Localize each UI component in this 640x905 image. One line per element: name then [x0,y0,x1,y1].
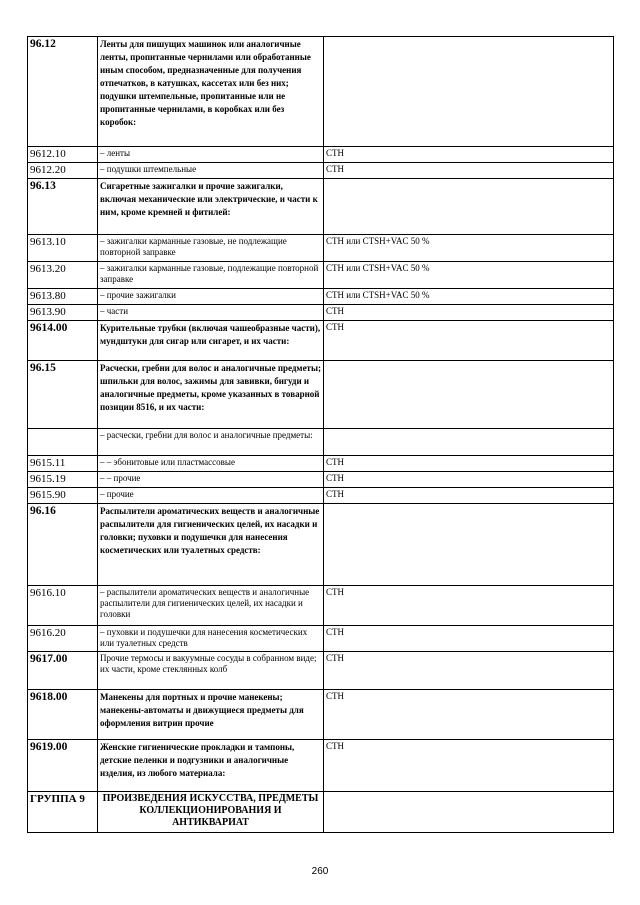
origin-criterion: СТН [324,690,614,740]
group-code: ГРУППА 9 [28,792,98,833]
origin-criterion [324,429,614,456]
table-row [28,626,614,652]
page-number: 260 [311,866,329,877]
origin-criterion: СТН или CTSH+VAC 50 % [324,235,614,262]
origin-criterion: СТН [324,652,614,690]
heading-description: Сигаретные зажигалки и прочие зажигалки, включая механические или электрические, и части к ним, кроме кремней и фитилей: [98,179,324,235]
table-row [28,586,614,626]
heading-description: Расчески, гребни для волос и аналогичные предметы; шпильки для волос, зажимы для завивки, бигуди и аналогичные предметы, кроме указанных в товарной позиции 8516, и их части: [98,361,324,429]
heading-description: Женские гигиенические прокладки и тампоны, детские пеленки и подгузники и аналогичные изделия, из любого материала: [98,740,324,792]
tariff-table [27,36,614,833]
group-title: ПРОИЗВЕДЕНИЯ ИСКУССТВА, ПРЕДМЕТЫ КОЛЛЕКЦИОНИРОВАНИЯ И АНТИКВАРИАТ [98,792,324,833]
subheading-description: – прочие зажигалки [98,289,324,305]
origin-criterion: СТН [324,586,614,626]
subheading-code: 9613.90 [28,305,98,321]
origin-criterion [324,37,614,147]
heading-description: Манекены для портных и прочие манекены; манекены-автоматы и движущиеся предметы для оформления витрин прочие [98,690,324,740]
origin-criterion: СТН [324,321,614,361]
origin-criterion: СТН [324,626,614,652]
table-row [28,792,614,833]
table-row [28,163,614,179]
heading-description: Прочие термосы и вакуумные сосуды в собранном виде; их части, кроме стеклянных колб [98,652,324,690]
table-row [28,147,614,163]
heading-code: 96.15 [28,361,98,429]
subheading-code: 9615.19 [28,472,98,488]
subheading-code [28,429,98,456]
origin-criterion: СТН [324,472,614,488]
origin-criterion: СТН или CTSH+VAC 50 % [324,262,614,289]
origin-criterion: СТН или CTSH+VAC 50 % [324,289,614,305]
origin-criterion: СТН [324,163,614,179]
heading-code: 96.12 [28,37,98,147]
table-row [28,37,614,147]
subheading-code: 9616.20 [28,626,98,652]
subheading-code: 9615.90 [28,488,98,504]
table-row [28,289,614,305]
heading-description: Курительные трубки (включая чашеобразные части), мундштуки для сигар или сигарет, и их части: [98,321,324,361]
origin-criterion [324,792,614,833]
table-row [28,740,614,792]
table-row [28,472,614,488]
origin-criterion [324,361,614,429]
subheading-description: – пуховки и подушечки для нанесения косметических или туалетных средств [98,626,324,652]
table-row [28,361,614,429]
subheading-description: – подушки штемпельные [98,163,324,179]
subheading-code: 9613.80 [28,289,98,305]
heading-code: 9619.00 [28,740,98,792]
table-row [28,504,614,586]
subheading-description: – прочие [98,488,324,504]
origin-criterion: СТН [324,456,614,472]
subheading-code: 9613.20 [28,262,98,289]
table-row [28,429,614,456]
heading-code: 96.16 [28,504,98,586]
origin-criterion [324,504,614,586]
table-row [28,652,614,690]
origin-criterion: СТН [324,740,614,792]
origin-criterion: СТН [324,305,614,321]
heading-code: 9614.00 [28,321,98,361]
table-row [28,235,614,262]
origin-criterion [324,179,614,235]
subheading-code: 9615.11 [28,456,98,472]
origin-criterion: СТН [324,488,614,504]
table-row [28,262,614,289]
origin-criterion: СТН [324,147,614,163]
subheading-description: – распылители ароматических веществ и аналогичные распылители для гигиенических целей, их насадки и головки [98,586,324,626]
subheading-description: – расчески, гребни для волос и аналогичные предметы: [98,429,324,456]
heading-code: 9618.00 [28,690,98,740]
subheading-code: 9612.10 [28,147,98,163]
table-row [28,179,614,235]
subheading-description: – – прочие [98,472,324,488]
heading-code: 9617.00 [28,652,98,690]
subheading-code: 9616.10 [28,586,98,626]
heading-code: 96.13 [28,179,98,235]
table-row [28,690,614,740]
subheading-code: 9612.20 [28,163,98,179]
table-row [28,321,614,361]
subheading-description: – зажигалки карманные газовые, подлежащие повторной заправке [98,262,324,289]
subheading-description: – зажигалки карманные газовые, не подлежащие повторной заправке [98,235,324,262]
heading-description: Распылители ароматических веществ и аналогичные распылители для гигиенических целей, их насадки и головки; пуховки и подушечки для нанесения косметических или туалетных средств: [98,504,324,586]
table-row [28,456,614,472]
table-row [28,488,614,504]
subheading-description: – – эбонитовые или пластмассовые [98,456,324,472]
subheading-description: – части [98,305,324,321]
subheading-code: 9613.10 [28,235,98,262]
heading-description: Ленты для пишущих машинок или аналогичные ленты, пропитанные чернилами или обработанные иным способом, предназначенные для получения отпечатков, в катушках, кассетах или без них; подушки штемпельные, пропитанные или не пропитанные чернилами, в коробках или без коробок: [98,37,324,147]
subheading-description: – ленты [98,147,324,163]
table-row [28,305,614,321]
